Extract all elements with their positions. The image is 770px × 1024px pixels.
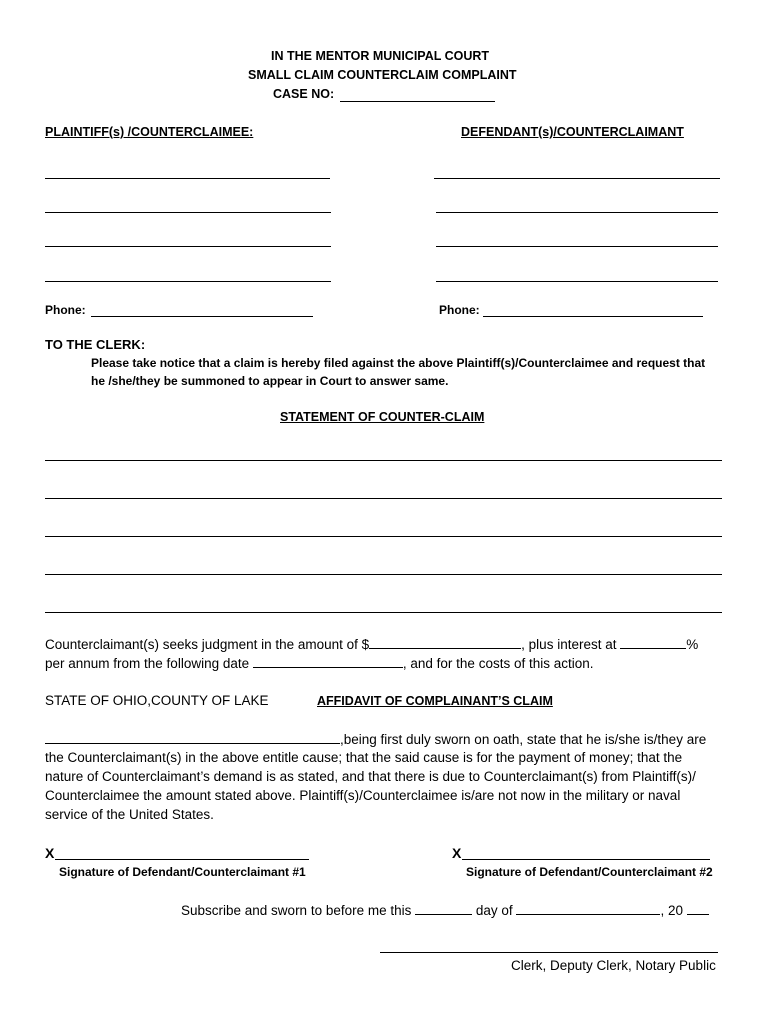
- defendant-address-field[interactable]: [436, 212, 718, 213]
- judgment-text-1: Counterclaimant(s) seeks judgment in the amount of $: [45, 637, 370, 652]
- judgment-line2: [45, 655, 594, 671]
- signature-1-label: Signature of Defendant/Counterclaimant #1: [59, 865, 306, 879]
- statement-line-4[interactable]: [45, 574, 722, 575]
- plaintiff-name-field[interactable]: [45, 178, 330, 179]
- signature-2-label: Signature of Defendant/Counterclaimant #2: [466, 865, 713, 879]
- judgment-text-4: , and for the costs of this action.: [402, 656, 594, 671]
- judgment-text-3: per annum from the following date: [45, 656, 250, 671]
- interest-rate-field[interactable]: [620, 636, 686, 649]
- plaintiff-phone-label: Phone:: [45, 303, 86, 317]
- sworn-year-field[interactable]: [687, 902, 709, 915]
- affidavit-heading: AFFIDAVIT OF COMPLAINANT’S CLAIM: [317, 694, 553, 708]
- affidavit-line1: [45, 731, 706, 747]
- signature-1-field[interactable]: [55, 859, 309, 860]
- defendant-phone-label: Phone:: [439, 303, 480, 317]
- clerk-notice-line2: he /she/they be summoned to appear in Court to answer same.: [91, 374, 449, 388]
- defendant-phone-field[interactable]: [483, 316, 703, 317]
- affiant-name-field[interactable]: [45, 731, 340, 744]
- statement-line-5[interactable]: [45, 612, 722, 613]
- defendant-extra-field[interactable]: [436, 281, 718, 282]
- plaintiff-phone-field[interactable]: [91, 316, 313, 317]
- sworn-day-field[interactable]: [415, 902, 472, 915]
- form-title: SMALL CLAIM COUNTERCLAIM COMPLAINT: [248, 68, 517, 82]
- clerk-notice-line1: Please take notice that a claim is hereby filed against the above Plaintiff(s)/Counterclaimee and request that: [91, 356, 706, 370]
- percent-sign: %: [686, 637, 699, 652]
- defendant-heading: DEFENDANT(s)/COUNTERCLAIMANT: [461, 125, 684, 139]
- court-name: IN THE MENTOR MUNICIPAL COURT: [271, 49, 490, 63]
- judgment-text-2: , plus interest at: [521, 637, 617, 652]
- signature-mark-2: X: [452, 845, 462, 861]
- sworn-text-2: day of: [475, 903, 513, 918]
- sworn-text-3: , 20: [660, 903, 683, 918]
- plaintiff-city-field[interactable]: [45, 246, 331, 247]
- defendant-name-field[interactable]: [434, 178, 720, 179]
- affidavit-line5: service of the United States.: [45, 807, 214, 822]
- affidavit-line4: Counterclaimee the amount stated above. Plaintiff(s)/Counterclaimee is/are not now in the military or naval: [45, 788, 681, 803]
- affidavit-text-1: ,being first duly sworn on oath, state that he is/she is/they are: [340, 732, 707, 747]
- plaintiff-heading: PLAINTIFF(s) /COUNTERCLAIMEE:: [45, 125, 254, 139]
- sworn-text-1: Subscribe and sworn to before me this: [181, 903, 412, 918]
- plaintiff-address-field[interactable]: [45, 212, 331, 213]
- statement-line-3[interactable]: [45, 536, 722, 537]
- affidavit-line2: the Counterclaimant(s) in the above entitle cause; that the said cause is for the payment of money; that the: [45, 750, 683, 765]
- plaintiff-extra-field[interactable]: [45, 281, 331, 282]
- signature-mark-1: X: [45, 845, 55, 861]
- statement-heading: STATEMENT OF COUNTER-CLAIM: [280, 410, 485, 424]
- statement-line-2[interactable]: [45, 498, 722, 499]
- signature-2-field[interactable]: [462, 859, 710, 860]
- interest-date-field[interactable]: [253, 655, 403, 668]
- state-county: STATE OF OHIO,COUNTY OF LAKE: [45, 693, 269, 708]
- affidavit-line3: nature of Counterclaimant’s demand is as stated, and that there is due to Counterclaimant(s) from Plaintiff(s)/: [45, 769, 696, 784]
- sworn-line: [181, 902, 709, 918]
- judgment-amount-field[interactable]: [369, 636, 521, 649]
- sworn-month-field[interactable]: [516, 902, 660, 915]
- judgment-line1: [45, 636, 698, 652]
- statement-line-1[interactable]: [45, 460, 722, 461]
- case-no-label: CASE NO:: [273, 87, 335, 101]
- officer-label: Clerk, Deputy Clerk, Notary Public: [511, 958, 716, 973]
- defendant-city-field[interactable]: [436, 246, 718, 247]
- clerk-heading: TO THE CLERK:: [45, 337, 146, 352]
- case-no-field[interactable]: [340, 101, 495, 102]
- officer-signature-field[interactable]: [380, 952, 718, 953]
